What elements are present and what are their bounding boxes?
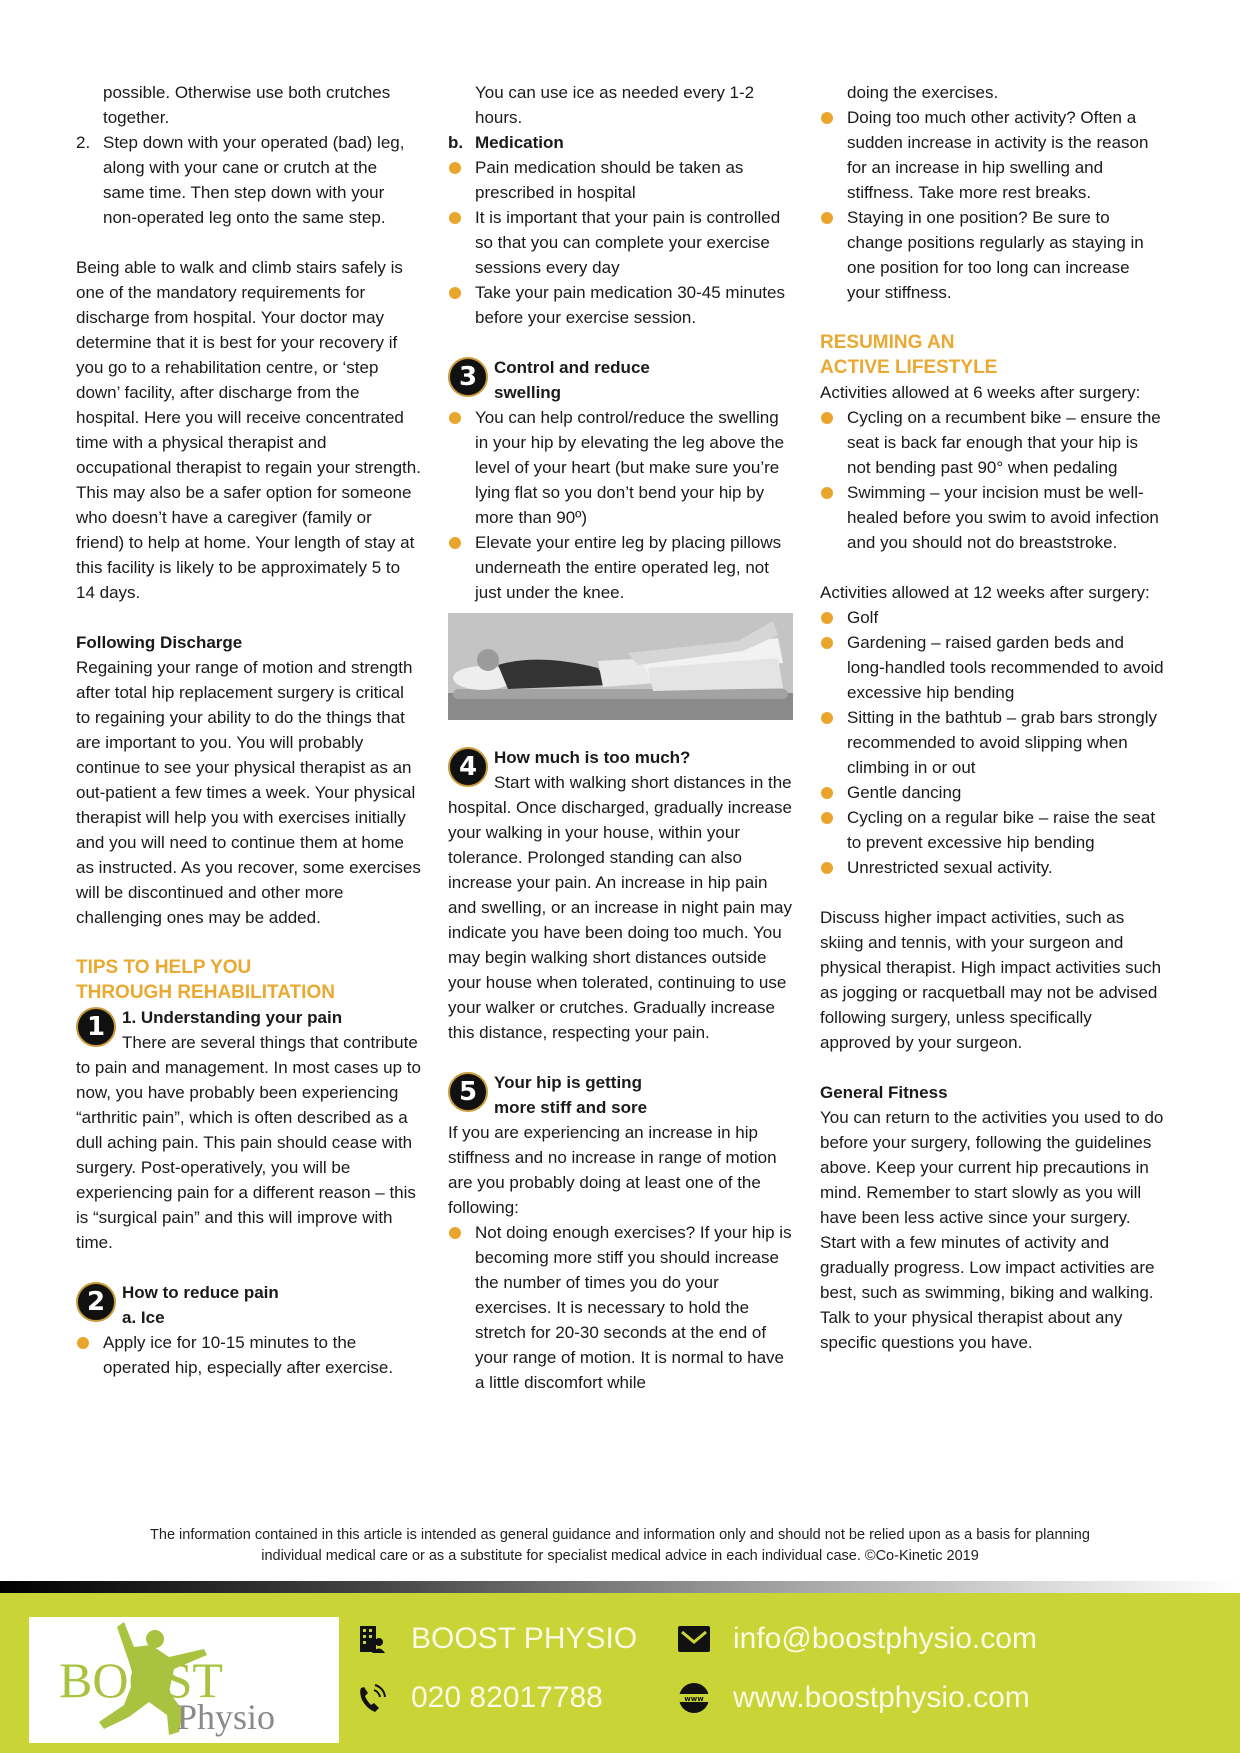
stiffness-list bbox=[820, 105, 1165, 305]
discharge-heading: Following Discharge bbox=[76, 633, 243, 652]
six-weeks-intro: Activities allowed at 6 weeks after surgery: bbox=[820, 383, 1141, 402]
number-badge-icon: 2 bbox=[76, 1282, 116, 1322]
bullet-item: Staying in one position? Be sure to change positions regularly as staying in one position for too long can increase your stiffness. bbox=[820, 205, 1165, 305]
business-name: BOOST PHYSIO bbox=[411, 1622, 638, 1655]
contact-website[interactable] bbox=[677, 1680, 1030, 1716]
bullet-continuation: You can use ice as needed every 1-2 hours. bbox=[475, 83, 755, 127]
item-number: 2. bbox=[76, 133, 91, 152]
tip-title: How to reduce pain bbox=[122, 1283, 279, 1302]
globe-www-icon bbox=[677, 1681, 711, 1715]
tips-heading-line2: THROUGH REHABILITATION bbox=[76, 982, 335, 1003]
list-item-continuation: possible. Otherwise use both crutches together. bbox=[103, 83, 391, 127]
bullet-list bbox=[448, 1220, 793, 1395]
stairs-paragraph: Being able to walk and climb stairs safely is one of the mandatory requirements for discharge from hospital. Your doctor may determine that it is best for your recovery if you go to a rehabilitation centre, or ‘step down’ facility, after discharge from the hospital. Here you will receive concentrated time with a physical therapist and occupational therapist to regain your strength. This may also be a safer option for someone who doesn’t have a caregiver (family or friend) to help at home. Your length of stay at this facility is likely to be approximately 5 to 14 days. bbox=[76, 258, 421, 602]
contact-phone[interactable] bbox=[355, 1680, 603, 1716]
tips-heading-line1: TIPS TO HELP YOU bbox=[76, 957, 252, 978]
office-building-icon bbox=[355, 1622, 389, 1656]
bullet-item: Doing too much other activity? Often a sudden increase in activity is the reason for an increase in hip swelling and stiffness. Take more rest breaks. bbox=[820, 105, 1165, 205]
disclaimer bbox=[0, 1525, 1240, 1567]
tip-intro: If you are experiencing an increase in hip stiffness and no increase in range of motion are you probably doing at least one of the following: bbox=[448, 1123, 777, 1217]
bullet-item: You can help control/reduce the swelling in your hip by elevating the leg above the level of your heart (but make sure you’re lying flat so you don’t bend your hip by more than 90º) bbox=[448, 405, 793, 530]
high-impact-paragraph: Discuss higher impact activities, such as skiing and tennis, with your surgeon and physical therapist. High impact activities such as jogging or racquetball may not be advised following surgery, unless specifically approved by your surgeon. bbox=[820, 908, 1162, 1052]
bullet-list bbox=[448, 405, 793, 605]
bullet-item: Cycling on a regular bike – raise the seat to prevent excessive hip bending bbox=[820, 805, 1165, 855]
bullet-item: Unrestricted sexual activity. bbox=[820, 855, 1165, 880]
column-right bbox=[820, 80, 1165, 1355]
six-weeks-list bbox=[820, 405, 1165, 555]
numbered-item bbox=[76, 130, 421, 230]
contact-business bbox=[355, 1621, 637, 1657]
lifestyle-heading-line1: RESUMING AN bbox=[820, 332, 955, 353]
contact-email[interactable] bbox=[677, 1621, 1037, 1657]
item-text: Step down with your operated (bad) leg, along with your cane or crutch at the same time. Then step down with your non-operated leg onto the same step. bbox=[103, 133, 405, 227]
tip-title: 1. Understanding your pain bbox=[122, 1008, 343, 1027]
bullet-item: Golf bbox=[820, 605, 1165, 630]
phone-icon bbox=[355, 1681, 389, 1715]
discharge-paragraph: Regaining your range of motion and strength after total hip replacement surgery is critical to regaining your ability to do the things that are important to you. You will probably continue to see your physical therapist as an out-patient a few times a week. Your physical therapist will help you with exercises initially and you will need to continue them at home as instructed. As you recover, some exercises will be discontinued and other more challenging ones may be added. bbox=[76, 658, 421, 927]
tip-title: How much is too much? bbox=[494, 748, 691, 767]
tip-5 bbox=[448, 1070, 793, 1395]
twelve-weeks-intro: Activities allowed at 12 weeks after surgery: bbox=[820, 583, 1150, 602]
medication-list bbox=[448, 155, 793, 330]
tip-4 bbox=[448, 745, 793, 1045]
sub-letter: b. bbox=[448, 133, 464, 152]
tip-1 bbox=[76, 1005, 421, 1255]
bullet-item: Apply ice for 10-15 minutes to the operated hip, especially after exercise. bbox=[76, 1330, 421, 1380]
disclaimer-line2: individual medical care or as a substitute for specialist medical advice in each individual case. ©Co-Kinetic 2019 bbox=[261, 1548, 979, 1564]
svg-text:www: www bbox=[684, 1695, 704, 1703]
website-link[interactable]: www.boostphysio.com bbox=[733, 1681, 1030, 1714]
tip-2 bbox=[76, 1280, 421, 1380]
bullet-item: Sitting in the bathtub – grab bars strongly recommended to avoid slipping when climbing in or out bbox=[820, 705, 1165, 780]
footer bbox=[0, 1593, 1240, 1753]
sub-title: Medication bbox=[475, 133, 564, 152]
envelope-icon bbox=[677, 1622, 711, 1656]
tip-text: There are several things that contribute to pain and management. In most cases up to now, you have probably been experiencing “arthritic pain”, which is often described as a dull aching pain. This pain should cease with surgery. Post-operatively, you will be experiencing pain for a different reason – this is “surgical pain” and this will improve with time. bbox=[76, 1033, 421, 1252]
disclaimer-line1: The information contained in this article is intended as general guidance and information only and should not be relied upon as a basis for planning bbox=[150, 1527, 1090, 1543]
bullet-item: Not doing enough exercises? If your hip is becoming more stiff you should increase the number of times you do your exercises. It is necessary to hold the stretch for 20-30 seconds at the end of your range of motion. It is normal to have a little discomfort while bbox=[448, 1220, 793, 1395]
column-left bbox=[76, 80, 421, 1380]
number-badge-icon: 4 bbox=[448, 747, 488, 787]
sub-heading-ice: a. Ice bbox=[122, 1308, 165, 1327]
bullet-item: Gardening – raised garden beds and long-handled tools recommended to avoid excessive hip bending bbox=[820, 630, 1165, 705]
column-middle bbox=[448, 80, 793, 1395]
gradient-divider bbox=[0, 1581, 1240, 1593]
phone-number[interactable]: 020 82017788 bbox=[411, 1681, 603, 1714]
bullet-item: Swimming – your incision must be well-healed before you swim to avoid infection and you should not do breaststroke. bbox=[820, 480, 1165, 555]
tip-text: Start with walking short distances in the hospital. Once discharged, gradually increase your walking in your house, within your tolerance. Prolonged standing can also increase your pain. An increase in hip pain and swelling, or an increase in night pain may indicate you have been doing too much. You may begin walking short distances outside your house when tolerated, continuing to use your walker or crutches. Gradually increase this distance, respecting your pain. bbox=[448, 773, 792, 1042]
lifestyle-heading-line2: ACTIVE LIFESTYLE bbox=[820, 357, 998, 378]
bullet-item: Gentle dancing bbox=[820, 780, 1165, 805]
number-badge-icon: 5 bbox=[448, 1072, 488, 1112]
bullet-item: Take your pain medication 30-45 minutes before your exercise session. bbox=[448, 280, 793, 330]
tip-3 bbox=[448, 355, 793, 605]
tip-title: Control and reduce swelling bbox=[494, 358, 650, 402]
sub-heading-medication bbox=[448, 130, 793, 155]
email-link[interactable]: info@boostphysio.com bbox=[733, 1622, 1037, 1655]
bullet-item: Cycling on a recumbent bike – ensure the seat is back far enough that your hip is not bending past 90° when pedaling bbox=[820, 405, 1165, 480]
logo-text-boost: BOOST bbox=[59, 1652, 223, 1708]
bullet-item: It is important that your pain is controlled so that you can complete your exercise sessions every day bbox=[448, 205, 793, 280]
bullet-continuation: doing the exercises. bbox=[847, 83, 999, 102]
boost-physio-logo bbox=[29, 1617, 339, 1743]
bullet-item: Pain medication should be taken as prescribed in hospital bbox=[448, 155, 793, 205]
tip-title: Your hip is getting more stiff and sore bbox=[494, 1073, 648, 1117]
logo-text-physio: Physio bbox=[177, 1697, 276, 1737]
twelve-weeks-list bbox=[820, 605, 1165, 880]
number-badge-icon: 3 bbox=[448, 357, 488, 397]
fitness-paragraph: You can return to the activities you used to do before your surgery, following the guidelines above. Keep your current hip precautions in mind. Remember to start slowly as you will have been less active since your surgery. Start with a few minutes of activity and gradually progress. Low impact activities are best, such as swimming, biking and walking. Talk to your physical therapist about any specific questions you have. bbox=[820, 1108, 1164, 1352]
number-badge-icon: 1 bbox=[76, 1007, 116, 1047]
fitness-heading: General Fitness bbox=[820, 1083, 948, 1102]
bullet-list bbox=[76, 1330, 421, 1380]
bullet-item: Elevate your entire leg by placing pillows underneath the entire operated leg, not just under the knee. bbox=[448, 530, 793, 605]
leg-elevation-photo bbox=[448, 613, 793, 720]
